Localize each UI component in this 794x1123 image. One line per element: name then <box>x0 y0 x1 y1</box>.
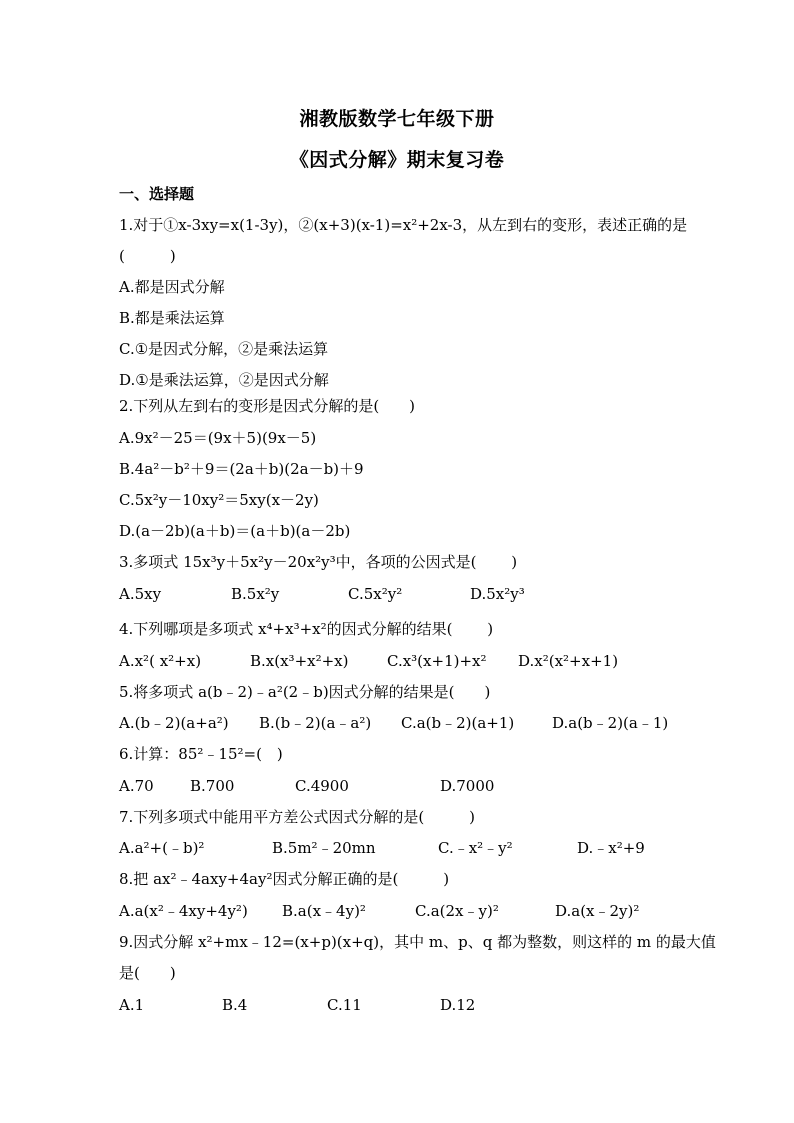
question-9-option-a: A.1 <box>119 996 145 1014</box>
question-1-option-a: A.都是因式分解 <box>119 278 225 296</box>
question-9-option-c: C.11 <box>327 996 362 1014</box>
question-5-stem: 5.将多项式 a(b﹣2)﹣a²(2﹣b)因式分解的结果是( ) <box>119 683 491 701</box>
question-2-option-c: C.5x²y－10xy²＝5xy(x－2y) <box>119 491 319 509</box>
question-3-stem: 3.多项式 15x³y＋5x²y－20x²y³中，各项的公因式是( ) <box>119 553 518 571</box>
question-2-option-a: A.9x²－25＝(9x＋5)(9x－5) <box>119 429 317 447</box>
question-7-option-a: A.a²+(﹣b)² <box>119 839 205 857</box>
question-9-option-d: D.12 <box>440 996 476 1014</box>
question-4-stem: 4.下列哪项是多项式 x⁴+x³+x²的因式分解的结果( ) <box>119 620 494 638</box>
question-9-stem: 9.因式分解 x²+mx﹣12=(x+p)(x+q)，其中 m、p、q 都为整数，则这样的 m 的最大值 <box>119 933 716 951</box>
question-1-stem: 1.对于①x-3xy=x(1-3y)，②(x+3)(x-1)=x²+2x-3，从左到右的变形，表述正确的是 <box>119 216 688 234</box>
question-3-option-d: D.5x²y³ <box>470 585 525 603</box>
question-1-option-b: B.都是乘法运算 <box>119 309 225 327</box>
question-2-stem: 2.下列从左到右的变形是因式分解的是( ) <box>119 397 416 415</box>
question-8-option-a: A.a(x²﹣4xy+4y²) <box>119 902 248 920</box>
question-6-option-c: C.4900 <box>295 777 349 795</box>
question-9-option-b: B.4 <box>222 996 248 1014</box>
question-6-option-a: A.70 <box>119 777 154 795</box>
question-8-option-c: C.a(2x﹣y)² <box>415 902 499 920</box>
document-subtitle: 《因式分解》期末复习卷 <box>289 149 505 171</box>
question-2-option-d: D.(a－2b)(a＋b)＝(a＋b)(a－2b) <box>119 522 351 540</box>
question-6-option-d: D.7000 <box>440 777 495 795</box>
question-7-option-d: D.﹣x²+9 <box>577 839 645 857</box>
question-3-option-b: B.5x²y <box>231 585 280 603</box>
question-5-option-a: A.(b﹣2)(a+a²) <box>119 714 229 732</box>
question-4-option-d: D.x²(x²+x+1) <box>518 652 619 670</box>
question-5-option-b: B.(b﹣2)(a﹣a²) <box>259 714 372 732</box>
question-1-option-c: C.①是因式分解，②是乘法运算 <box>119 340 329 358</box>
question-7-option-c: C.﹣x²﹣y² <box>438 839 513 857</box>
question-5-option-d: D.a(b﹣2)(a﹣1) <box>552 714 669 732</box>
question-4-option-c: C.x³(x+1)+x² <box>387 652 487 670</box>
question-4-option-a: A.x²( x²+x) <box>119 652 202 670</box>
question-8-stem: 8.把 ax²﹣4axy+4ay²因式分解正确的是( ) <box>119 870 450 888</box>
question-8-option-d: D.a(x﹣2y)² <box>555 902 640 920</box>
question-4-option-b: B.x(x³+x²+x) <box>250 652 349 670</box>
question-6-option-b: B.700 <box>190 777 235 795</box>
question-2-option-b: B.4a²－b²＋9＝(2a＋b)(2a－b)＋9 <box>119 460 364 478</box>
question-5-option-c: C.a(b﹣2)(a+1) <box>401 714 515 732</box>
question-1-option-d: D.①是乘法运算，②是因式分解 <box>119 371 329 389</box>
question-7-option-b: B.5m²﹣20mn <box>272 839 376 857</box>
document-title: 湘教版数学七年级下册 <box>299 108 495 130</box>
question-8-option-b: B.a(x﹣4y)² <box>282 902 366 920</box>
section-heading: 一、选择题 <box>119 185 195 203</box>
question-9-stem-cont: 是( ) <box>119 964 176 982</box>
question-7-stem: 7.下列多项式中能用平方差公式因式分解的是( ) <box>119 808 476 826</box>
question-3-option-c: C.5x²y² <box>348 585 403 603</box>
question-1-stem-cont: ( ) <box>119 247 176 265</box>
question-6-stem: 6.计算：85²﹣15²=( ) <box>119 745 283 763</box>
question-3-option-a: A.5xy <box>119 585 162 603</box>
